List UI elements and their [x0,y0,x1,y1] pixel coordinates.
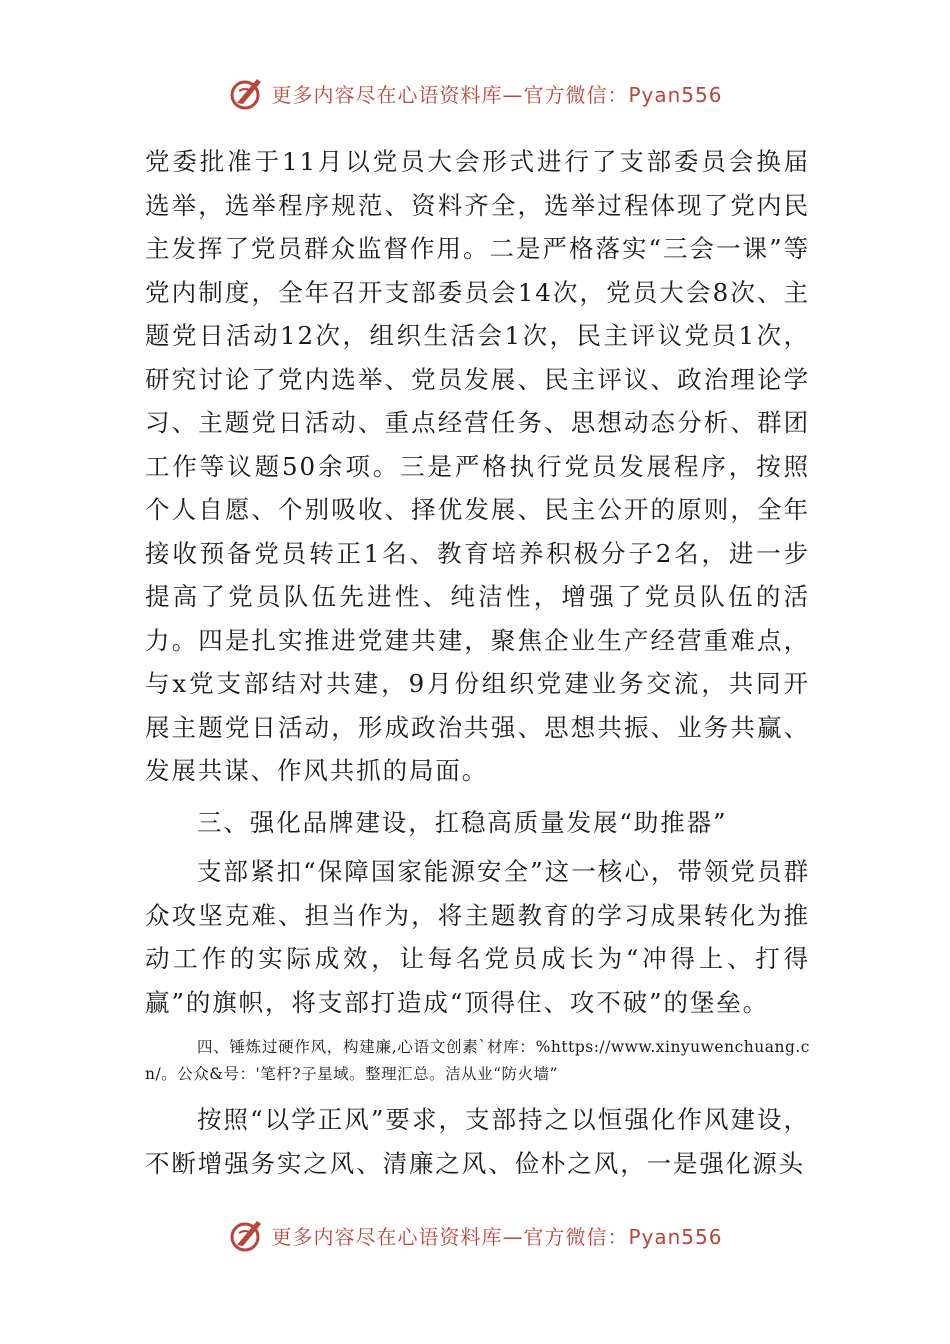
quill-logo-icon [227,73,267,113]
footer-banner [0,1210,950,1260]
paragraph-style: 按照“以学正风”要求，支部持之以恒强化作风建设，不断增强务实之风、清廉之风、俭朴之风，一是强化源头 [145,1105,810,1178]
paragraph-continued: 党委批准于11月以党员大会形式进行了支部委员会换届选举，选举程序规范、资料齐全，选举过程体现了党内民主发挥了党员群众监督作用。二是严格落实“三会一课”等党内制度，全年召开支部委员会14次，党员大会8次、主题党日活动12次，组织生活会1次，民主评议党员1次，研究讨论了党内选举、党员发展、民主评议、政治理论学习、主题党日活动、重点经营任务、思想动态分析、群团工作等议题50余项。三是严格执行党员发展程序，按照个人自愿、个别吸收、择优发展、民主公开的原则，全年接收预备党员转正1名、教育培养积极分子2名，进一步提高了党员队伍先进性、纯洁性，增强了党员队伍的活力。四是扎实推进党建共建，聚焦企业生产经营重难点，与x党支部结对共建，9月份组织党建业务交流，共同开展主题党日活动，形成政治共强、思想共振、业务共赢、发展共谋、作风共抓的局面。 [145,147,810,785]
quill-logo-icon [227,1215,267,1255]
watermark-note: 四、锤炼过硬作风，构建廉,心语文创素`材库：%https://www.xinyuwenchuang.cn/。公众&号：'笔杆?子星域。整理汇总。洁从业“防火墙” [145,1038,810,1083]
banner-text: 更多内容尽在心语资料库—官方微信：Pyan556 [271,1224,723,1249]
paragraph-brand: 支部紧扣“保障国家能源安全”这一核心，带领党员群众攻坚克难、担当作为，将主题教育的学习成果转化为推动工作的实际成效，让每名党员成长为“冲得上、打得赢”的旗帜，将支部打造成“顶得住、攻不破”的堡垒。 [145,857,810,1017]
section-heading-3: 三、强化品牌建设，扛稳高质量发展“助推器” [197,807,728,837]
header-banner [0,68,950,118]
banner-text: 更多内容尽在心语资料库—官方微信：Pyan556 [271,82,723,107]
document-body [145,140,810,1185]
